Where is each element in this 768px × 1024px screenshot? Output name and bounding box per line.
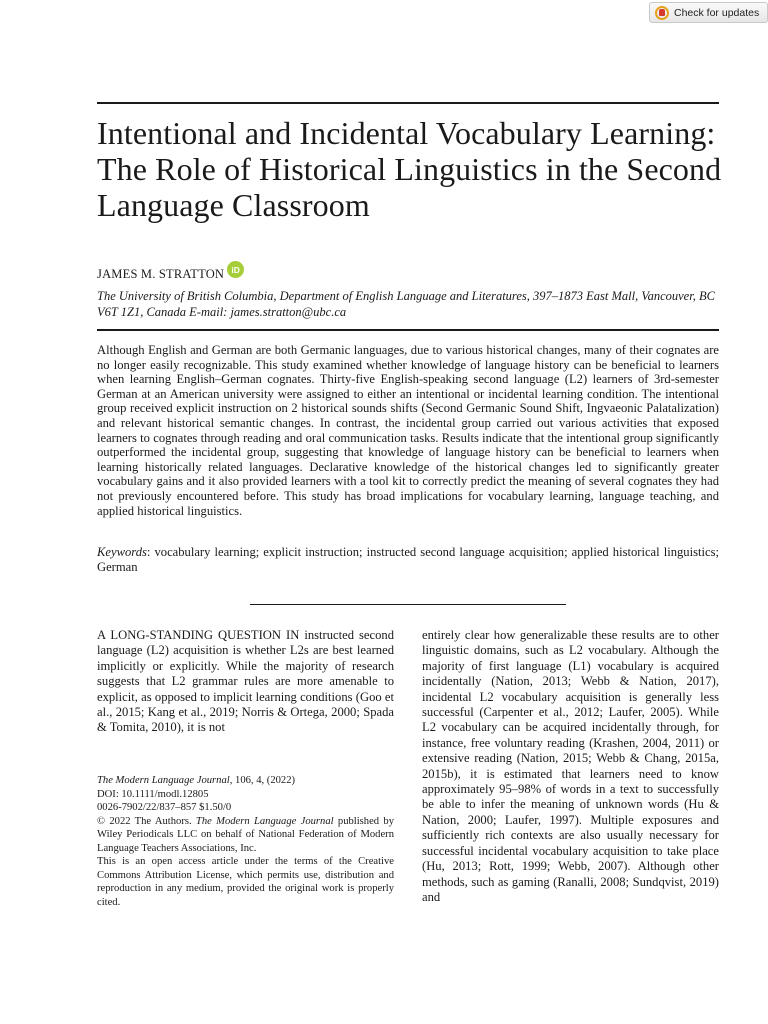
issn-line: 0026-7902/22/837–857 $1.50/0: [97, 802, 232, 813]
publication-footnote: [97, 774, 394, 909]
body-lead-in: A LONG-STANDING QUESTION IN: [97, 628, 300, 642]
keywords: [97, 545, 719, 575]
journal-name: The Modern Language Journal: [97, 775, 230, 786]
check-for-updates-label: Check for updates: [674, 6, 760, 19]
author-name: JAMES M. STRATTON: [97, 267, 225, 281]
top-rule: [97, 102, 719, 104]
crossmark-icon: [655, 6, 669, 20]
article-title: Intentional and Incidental Vocabulary Learning: The Role of Historical Linguistics in the Second Language Classroom: [97, 115, 722, 223]
journal-citation: The Modern Language Journal, 106, 4, (2022): [97, 775, 296, 786]
copyright-notice: © 2022 The Authors. The Modern Language Journal published by Wiley Periodicals LLC on behalf of National Federation of Modern Language Teachers Associations, Inc.: [97, 815, 394, 854]
orcid-icon[interactable]: iD: [227, 261, 244, 278]
keywords-label: Keywords: [97, 545, 147, 559]
keywords-text: : vocabulary learning; explicit instruction; instructed second language acquisition; applied historical linguistics; German: [97, 545, 719, 574]
doi-line[interactable]: DOI: 10.1111/modl.12805: [97, 788, 209, 800]
abstract: Although English and German are both Germanic languages, due to various historical changes, many of their cognates are no longer easily recognizable. This study examined whether knowledge of language history can be beneficial to learners when learning English–German cognates. Thirty-five English-speaking second language (L2) learners of 3rd-semester German at an American university were assigned to either an intentional or incidental learning condition. The intentional group received explicit instruction on 2 historical sounds shifts (Second Germanic Sound Shift, Ingvaeonic Palatalization) and relevant historical semantic changes. In contrast, the incidental group carried out various activities that exposed learners to cognates through reading and oral communication tasks. Results indicate that the intentional group significantly outperformed the incidental group, suggesting that knowledge of language history can be beneficial to learners when learning historically related languages. Declarative knowledge of the historical changes led to significantly greater vocabulary gains and it also provided learners with a tool kit to correctly predict the meaning of several cognates they had not previously encountered before. This study has broad implications for vocabulary learning, language teaching, and applied historical linguistics.: [97, 343, 719, 518]
section-divider: [250, 604, 566, 605]
header-divider: [97, 329, 719, 331]
body-column-left: [97, 628, 394, 736]
license-notice: This is an open access article under the terms of the Creative Commons Attribution License, which permits use, distribution and reproduction in any medium, provided the original work is properly cited.: [97, 856, 394, 908]
author-line: [97, 266, 244, 283]
check-for-updates-button[interactable]: [649, 2, 768, 23]
body-column-right: entirely clear how generalizable these results are to other linguistic domains, such as L2 vocabulary. Although the majority of first language (L1) vocabulary is acquired incidentally (Nation, 2013; Webb & Nation, 2017), incidental L2 vocabulary acquisition is generally less successful (Carpenter et al., 2012; Laufer, 2005). While L2 vocabulary can be acquired incidentally through, for instance, free voluntary reading (Krashen, 2004, 2011) or extensive reading (Nation, 2015; Webb & Chang, 2015a, 2015b), it is estimated that learners need to know approximately 95–98% of words in a text to successfully be able to infer the meaning of unknown words (Hu & Nation, 2000; Laufer, 1997). Multiple exposures and sufficiently rich contexts are also usually necessary for successful incidental vocabulary acquisition to take place (Hu, 2013; Rott, 1999; Webb, 2007). Although other methods, such as gaming (Ranalli, 2008; Sundqvist, 2019) and: [422, 628, 719, 904]
author-affiliation: The University of British Columbia, Department of English Language and Literatures, 397–1873 East Mall, Vancouver, BC V6T 1Z1, Canada E-mail: james.stratton@ubc.ca: [97, 289, 715, 319]
body-left-text: instructed second language (L2) acquisition is whether L2s are best learned implicitly or explicitly. While the majority of research suggests that L2 grammar rules are more amenable to explicit, as opposed to implicit learning conditions (Goo et al., 2015; Kang et al., 2019; Norris & Ortega, 2000; Spada & Tomita, 2010), it is not: [97, 628, 395, 735]
